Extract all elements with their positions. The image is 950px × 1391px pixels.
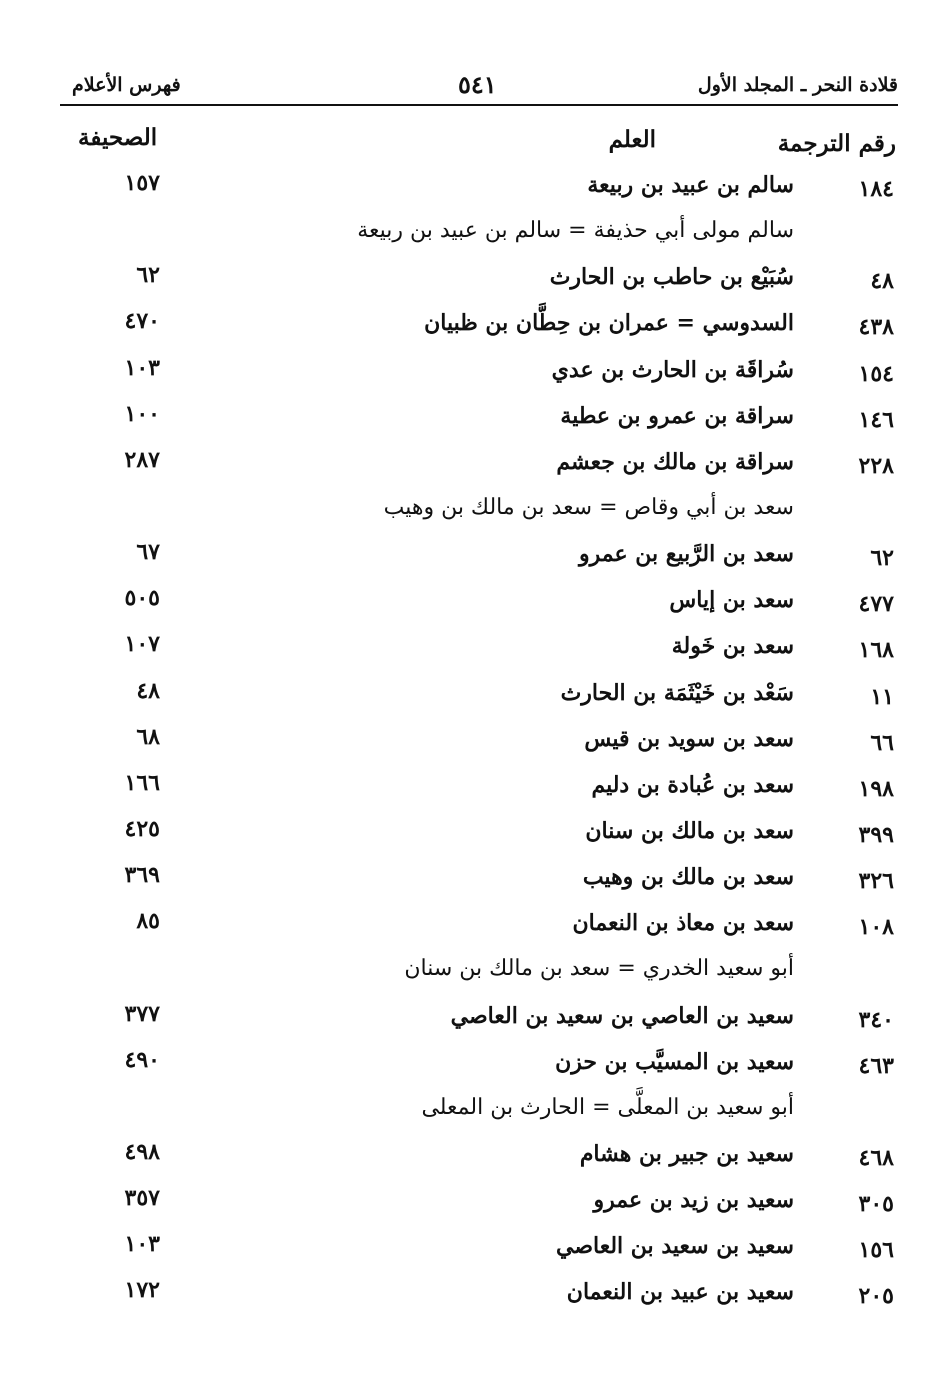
entry-page: ١٠٣	[124, 1231, 160, 1258]
entry-number: ٦٦	[870, 729, 894, 756]
entry-cross-reference: سالم مولى أبي حذيفة = سالم بن عبيد بن ربيعة	[357, 218, 794, 244]
entry-name: سعد بن سويد بن قيس	[584, 725, 794, 752]
entry-cross-reference: أبو سعيد بن المعلَّى = الحارث بن المعلى	[421, 1094, 794, 1120]
index-entry	[60, 1135, 898, 1181]
entry-name: سراقة بن عمرو بن عطية	[560, 402, 794, 429]
entry-name: سعد بن مالك بن وهيب	[582, 864, 794, 891]
entry-number: ١٠٨	[858, 914, 894, 941]
entry-name: السدوسي = عمران بن حِطَّان بن ظبيان	[424, 310, 794, 337]
index-entry	[60, 581, 898, 627]
entry-number: ١٤٦	[858, 406, 894, 433]
entry-name: سعد بن خَولة	[671, 633, 794, 660]
entry-number: ٣٢٦	[858, 868, 894, 895]
index-entry	[60, 720, 898, 766]
entry-page: ٤٢٥	[124, 815, 160, 842]
index-entry	[60, 535, 898, 581]
index-entry	[60, 1089, 898, 1135]
page-number: ٥٤١	[458, 70, 497, 99]
header-rule	[60, 104, 898, 106]
entry-page: ١٠٠	[124, 400, 160, 427]
entry-number: ٤٨	[870, 268, 894, 295]
column-header-name: العلم	[608, 126, 656, 153]
entry-number: ٤٦٨	[858, 1144, 894, 1171]
entry-name: سعيد بن سعيد بن العاصي	[556, 1233, 794, 1260]
column-headers	[60, 124, 898, 164]
entry-page: ١٠٣	[124, 354, 160, 381]
entry-name: سعد بن مالك بن سنان	[585, 817, 794, 844]
entry-page: ١٦٦	[124, 769, 160, 796]
entry-number: ٣٤٠	[858, 1006, 894, 1033]
section-title: فهرس الأعلام	[72, 74, 181, 96]
entry-cross-reference: أبو سعيد الخدري = سعد بن مالك بن سنان	[404, 956, 794, 982]
entry-number: ١٨٤	[858, 176, 894, 202]
index-entries	[60, 166, 898, 1320]
entry-page: ٤٨	[136, 677, 160, 704]
index-entry	[60, 443, 898, 489]
entry-number: ١٥٤	[858, 360, 894, 387]
entry-name: سُراقَة بن الحارث بن عدي	[551, 356, 794, 383]
index-entry	[60, 674, 898, 720]
entry-number: ٤٣٨	[858, 314, 894, 341]
entry-page: ٢٨٧	[124, 446, 160, 473]
index-entry	[60, 212, 898, 258]
index-entry	[60, 1227, 898, 1273]
entry-page: ٣٦٩	[124, 862, 160, 889]
entry-number: ٤٧٧	[858, 591, 894, 618]
entry-cross-reference: سعد بن أبي وقاص = سعد بن مالك بن وهيب	[383, 494, 794, 520]
entry-number: ١٩٨	[858, 775, 894, 802]
entry-name: سعيد بن جبير بن هشام	[579, 1140, 794, 1167]
entry-number: ١٥٦	[858, 1237, 894, 1264]
index-entry	[60, 1181, 898, 1227]
entry-page: ٦٨	[136, 723, 160, 750]
index-entry	[60, 812, 898, 858]
index-entry	[60, 304, 898, 350]
running-header	[60, 62, 898, 102]
index-entry	[60, 627, 898, 673]
entry-number: ٣٠٥	[858, 1191, 894, 1218]
entry-page: ٤٩٨	[124, 1138, 160, 1165]
index-entry	[60, 489, 898, 535]
entry-page: ١٠٧	[124, 631, 160, 658]
entry-page: ١٥٧	[124, 170, 160, 196]
entry-page: ٤٩٠	[124, 1046, 160, 1073]
entry-name: سعيد بن عبيد بن النعمان	[566, 1279, 794, 1306]
index-entry	[60, 904, 898, 950]
entry-name: سعيد بن زيد بن عمرو	[593, 1187, 794, 1214]
entry-number: ١٦٨	[858, 637, 894, 664]
entry-page: ٦٢	[136, 262, 160, 289]
entry-name: سالم بن عبيد بن ربيعة	[587, 172, 794, 198]
entry-page: ١٧٢	[124, 1277, 160, 1304]
entry-name: سعد بن معاذ بن النعمان	[572, 910, 794, 937]
entry-page: ٤٧٠	[124, 308, 160, 335]
entry-page: ٣٧٧	[124, 1000, 160, 1027]
entry-page: ٣٥٧	[124, 1185, 160, 1212]
entry-number: ٣٩٩	[858, 821, 894, 848]
entry-name: سعد بن الرَّبيع بن عمرو	[578, 541, 794, 568]
entry-name: سُبَيْع بن حاطب بن الحارث	[549, 264, 794, 291]
column-header-page: الصحيفة	[78, 124, 158, 151]
index-entry	[60, 258, 898, 304]
entry-name: سعد بن إياس	[669, 587, 794, 614]
entry-name: سعد بن عُبادة بن دليم	[591, 771, 794, 798]
entry-page: ٦٧	[136, 539, 160, 566]
column-header-number: رقم الترجمة	[777, 130, 896, 157]
book-title: قلادة النحر ـ المجلد الأول	[697, 74, 898, 96]
index-entry	[60, 397, 898, 443]
entry-name: سعيد بن العاصي بن سعيد بن العاصي	[450, 1002, 794, 1029]
index-entry	[60, 166, 898, 212]
index-entry	[60, 950, 898, 996]
entry-name: سَعْد بن خَيْثَمَة بن الحارث	[560, 679, 794, 706]
entry-number: ٢٠٥	[858, 1283, 894, 1310]
index-entry	[60, 766, 898, 812]
entry-name: سراقة بن مالك بن جعشم	[556, 448, 794, 475]
index-entry	[60, 997, 898, 1043]
entry-page: ٨٥	[136, 908, 160, 935]
entry-number: ١١	[870, 683, 894, 710]
index-entry	[60, 858, 898, 904]
entry-page: ٥٠٥	[124, 585, 160, 612]
index-entry	[60, 1273, 898, 1319]
index-entry	[60, 1043, 898, 1089]
entry-number: ٤٦٣	[858, 1052, 894, 1079]
index-entry	[60, 351, 898, 397]
entry-number: ٦٢	[870, 545, 894, 572]
entry-name: سعيد بن المسيَّب بن حزن	[555, 1048, 794, 1075]
entry-number: ٢٢٨	[858, 452, 894, 479]
